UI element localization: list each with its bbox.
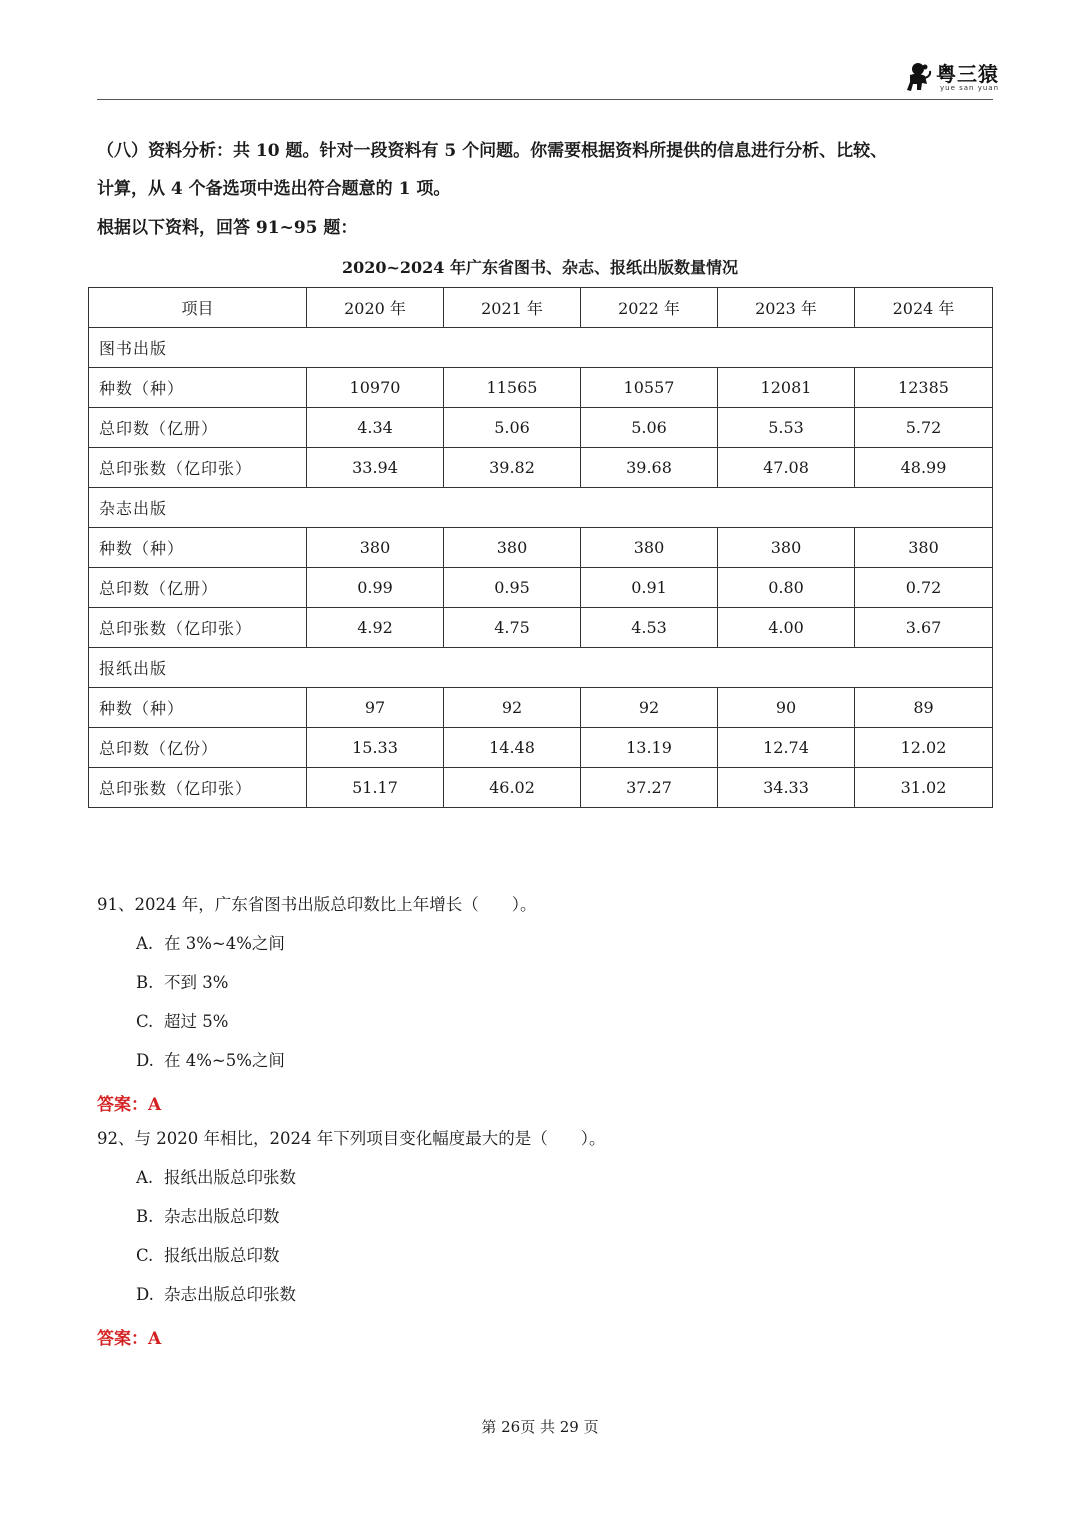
row-label: 种数（种） <box>89 368 307 408</box>
row-label: 总印数（亿份） <box>89 728 307 768</box>
table-row <box>89 528 993 568</box>
table-cell: 12081 <box>718 368 855 408</box>
intro-line-2: 计算，从 4 个备选项中选出符合题意的 1 项。 <box>97 179 451 199</box>
table-header-row <box>89 288 993 328</box>
table-cell: 5.06 <box>444 408 581 448</box>
header-cell: 2024 年 <box>855 288 993 328</box>
header-divider <box>97 99 993 100</box>
logo-subtext: yue san yuan <box>940 84 1000 92</box>
table-cell: 10557 <box>581 368 718 408</box>
table-cell: 39.68 <box>581 448 718 488</box>
section-label: 图书出版 <box>89 328 993 368</box>
table-cell: 4.00 <box>718 608 855 648</box>
section-row <box>89 488 993 528</box>
table-cell: 0.95 <box>444 568 581 608</box>
section-label: 杂志出版 <box>89 488 993 528</box>
option-text: 不到 3% <box>164 973 229 992</box>
table-cell: 12.02 <box>855 728 993 768</box>
question-91-option-b <box>136 973 228 993</box>
table-cell: 34.33 <box>718 768 855 808</box>
table-row <box>89 768 993 808</box>
question-91-answer: 答案：A <box>97 1095 162 1115</box>
header-cell: 2023 年 <box>718 288 855 328</box>
option-text: 杂志出版总印数 <box>164 1207 280 1226</box>
section-row <box>89 328 993 368</box>
table-cell: 12.74 <box>718 728 855 768</box>
table-cell: 14.48 <box>444 728 581 768</box>
data-table <box>88 287 993 808</box>
option-key: D. <box>136 1051 154 1070</box>
table-cell: 3.67 <box>855 608 993 648</box>
table-cell: 380 <box>718 528 855 568</box>
table-row <box>89 368 993 408</box>
table-cell: 5.06 <box>581 408 718 448</box>
row-label: 总印张数（亿印张） <box>89 608 307 648</box>
table-cell: 37.27 <box>581 768 718 808</box>
question-91-option-a <box>136 934 285 954</box>
question-92-option-d <box>136 1285 296 1305</box>
table-cell: 31.02 <box>855 768 993 808</box>
question-92-stem: 92、与 2020 年相比，2024 年下列项目变化幅度最大的是（ ）。 <box>97 1129 606 1148</box>
table-cell: 380 <box>855 528 993 568</box>
table-cell: 5.72 <box>855 408 993 448</box>
table-cell: 90 <box>718 688 855 728</box>
row-label: 总印数（亿册） <box>89 568 307 608</box>
table-row <box>89 568 993 608</box>
monkey-logo-icon <box>905 62 933 92</box>
table-cell: 92 <box>444 688 581 728</box>
section-row <box>89 648 993 688</box>
table-cell: 89 <box>855 688 993 728</box>
table-cell: 12385 <box>855 368 993 408</box>
table-row <box>89 728 993 768</box>
question-92-answer: 答案：A <box>97 1329 162 1349</box>
row-label: 种数（种） <box>89 688 307 728</box>
option-text: 报纸出版总印数 <box>164 1246 280 1265</box>
option-text: 在 4%~5%之间 <box>164 1051 285 1070</box>
header-cell: 项目 <box>89 288 307 328</box>
table-cell: 46.02 <box>444 768 581 808</box>
section-label: 报纸出版 <box>89 648 993 688</box>
option-text: 报纸出版总印张数 <box>164 1168 296 1187</box>
table-cell: 0.80 <box>718 568 855 608</box>
table-cell: 0.72 <box>855 568 993 608</box>
header-cell: 2021 年 <box>444 288 581 328</box>
header-cell: 2020 年 <box>307 288 444 328</box>
row-label: 种数（种） <box>89 528 307 568</box>
table-cell: 0.91 <box>581 568 718 608</box>
instruction: 根据以下资料，回答 91~95 题： <box>97 218 358 238</box>
row-label: 总印张数（亿印张） <box>89 448 307 488</box>
table-cell: 10970 <box>307 368 444 408</box>
table-cell: 4.53 <box>581 608 718 648</box>
option-key: A. <box>136 1168 154 1187</box>
table-cell: 4.34 <box>307 408 444 448</box>
table-cell: 51.17 <box>307 768 444 808</box>
option-key: D. <box>136 1285 154 1304</box>
option-key: B. <box>136 1207 154 1226</box>
option-text: 杂志出版总印张数 <box>164 1285 296 1304</box>
question-92-option-a <box>136 1168 296 1188</box>
intro-line-1: （八）资料分析：共 10 题。针对一段资料有 5 个问题。你需要根据资料所提供的信息进行分析、比较、 <box>97 141 888 161</box>
question-91-stem: 91、2024 年，广东省图书出版总印数比上年增长（ ）。 <box>97 895 537 914</box>
option-text: 在 3%~4%之间 <box>164 934 285 953</box>
logo-text: 粤三猿 <box>936 62 999 86</box>
table-cell: 11565 <box>444 368 581 408</box>
table-cell: 48.99 <box>855 448 993 488</box>
table-cell: 5.53 <box>718 408 855 448</box>
table-cell: 33.94 <box>307 448 444 488</box>
table-cell: 47.08 <box>718 448 855 488</box>
question-91-option-d <box>136 1051 285 1071</box>
table-cell: 380 <box>444 528 581 568</box>
table-cell: 4.75 <box>444 608 581 648</box>
option-key: C. <box>136 1246 154 1265</box>
option-text: 超过 5% <box>164 1012 229 1031</box>
table-row <box>89 408 993 448</box>
table-cell: 4.92 <box>307 608 444 648</box>
table-row <box>89 448 993 488</box>
table-cell: 380 <box>307 528 444 568</box>
logo <box>905 58 1000 96</box>
question-92-option-b <box>136 1207 280 1227</box>
header-cell: 2022 年 <box>581 288 718 328</box>
table-title: 2020~2024 年广东省图书、杂志、报纸出版数量情况 <box>341 258 739 277</box>
question-91-option-c <box>136 1012 228 1032</box>
option-key: C. <box>136 1012 154 1031</box>
table-cell: 380 <box>581 528 718 568</box>
question-92-option-c <box>136 1246 280 1266</box>
page-number: 第 26页 共 29 页 <box>481 1418 599 1436</box>
row-label: 总印数（亿册） <box>89 408 307 448</box>
option-key: B. <box>136 973 154 992</box>
table-cell: 39.82 <box>444 448 581 488</box>
table-cell: 13.19 <box>581 728 718 768</box>
table-row <box>89 688 993 728</box>
table-cell: 92 <box>581 688 718 728</box>
section-intro <box>97 132 992 208</box>
row-label: 总印张数（亿印张） <box>89 768 307 808</box>
option-key: A. <box>136 934 154 953</box>
table-cell: 97 <box>307 688 444 728</box>
table-row <box>89 608 993 648</box>
table-cell: 0.99 <box>307 568 444 608</box>
table-cell: 15.33 <box>307 728 444 768</box>
